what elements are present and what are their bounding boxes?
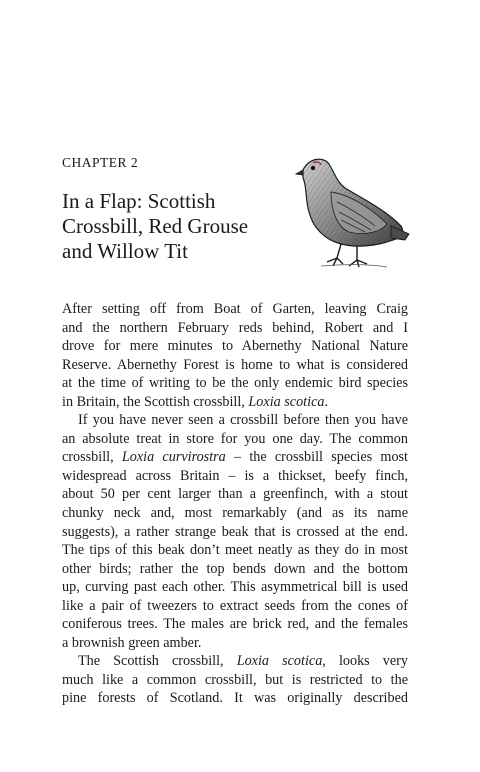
text-line: other birds; rather the top bends down and the bottom (62, 560, 408, 577)
text-line: suggests), a rather strange beak that is crossed at the end. (62, 523, 408, 540)
text-line: Reserve. Abernethy Forest is home to what is considered (62, 356, 408, 373)
text-line: at the time of writing to be the only endemic bird species (62, 375, 408, 392)
text-line (62, 448, 408, 467)
body-text (62, 300, 408, 708)
text-line: much like a common crossbill, but is restricted to the (62, 671, 408, 688)
text-run: crossbill, (62, 449, 122, 466)
text-line: widespread across Britain – is a thickset, beefy finch, (62, 467, 408, 484)
text-run: . (324, 393, 329, 410)
chapter-title (62, 189, 292, 264)
chapter-title-line: Crossbill, Red Grouse (62, 214, 249, 238)
text-run: The Scottish crossbill, (78, 653, 237, 670)
species-name: Loxia scotica (236, 653, 323, 670)
text-line (62, 652, 408, 671)
text-line: pine forests of Scotland. It was originally described (62, 690, 408, 707)
text-line: The tips of this beak don’t meet neatly as they do in most (62, 542, 408, 559)
text-line: up, curving past each other. This asymmetrical bill is used (62, 579, 408, 596)
text-run: , looks very (322, 653, 408, 670)
text-line: like a pair of tweezers to extract seeds from the cones of (62, 597, 408, 614)
text-line: After setting off from Boat of Garten, leaving Craig (62, 301, 408, 317)
text-line: drove for mere minutes to Abernethy National Nature (62, 338, 408, 355)
species-name: Loxia scotica (248, 393, 325, 410)
text-line: an absolute treat in store for you one day. The common (62, 430, 408, 447)
text-run: in Britain, the Scottish crossbill, (62, 393, 249, 410)
chapter-title-line: In a Flap: Scottish (62, 189, 216, 213)
chapter-title-line: and Willow Tit (62, 239, 188, 263)
text-line: chunky neck and, most remarkably (and as its name (62, 505, 408, 522)
text-line: coniferous trees. The males are brick red, and the females (62, 616, 408, 633)
text-line: about 50 per cent larger than a greenfinch, with a stout (62, 486, 408, 503)
chapter-number: CHAPTER 2 (62, 155, 139, 170)
species-name: Loxia curvirostra (121, 449, 226, 466)
red-grouse-illustration (283, 148, 413, 270)
text-line: and the northern February reds behind, Robert and I (62, 319, 408, 336)
text-line: a brownish green amber. (62, 634, 202, 651)
text-run: – the crossbill species most (225, 449, 408, 466)
text-line (62, 393, 408, 412)
text-line: If you have never seen a crossbill before then you have (78, 412, 408, 429)
